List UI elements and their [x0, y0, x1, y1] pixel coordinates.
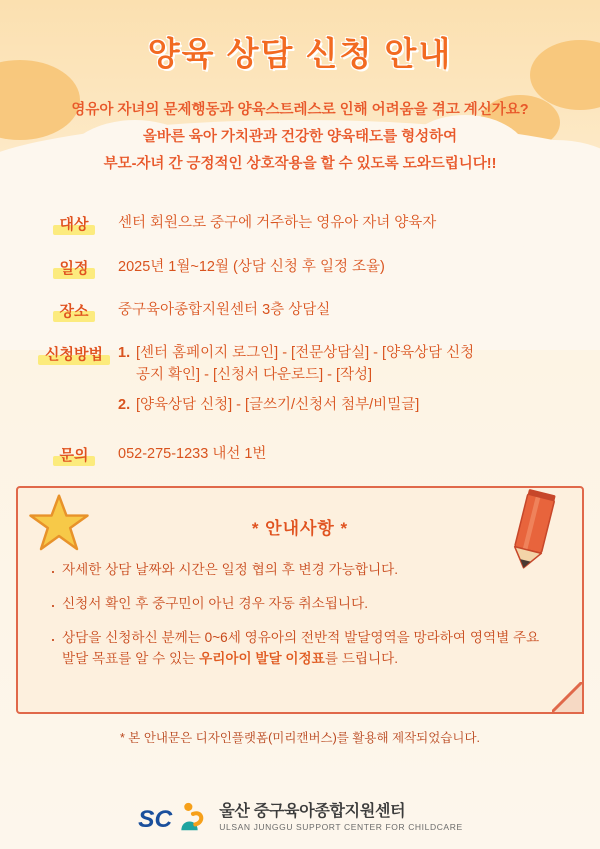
info-label: 문의 — [56, 443, 93, 466]
info-value: 중구육아종합지원센터 3층 상담실 — [118, 301, 331, 318]
notice-list — [44, 559, 556, 669]
footer-text — [219, 803, 462, 833]
apply-step-text — [136, 342, 570, 387]
notice-item-highlight: 우리아이 발달 이정표 — [199, 650, 325, 666]
info-value: 센터 회원으로 중구에 거주하는 영유아 자녀 양육자 — [118, 215, 437, 232]
footer-name-en: ULSAN JUNGGU SUPPORT CENTER FOR CHILDCARE — [219, 822, 463, 833]
label-wrap — [30, 298, 118, 322]
info-row-target — [30, 211, 570, 235]
label-wrap — [30, 255, 118, 279]
notice-item: · 자세한 상담 날짜와 시간은 일정 협의 후 변경 가능합니다. — [48, 559, 552, 580]
notice-section — [16, 486, 584, 714]
notice-title: * 안내사항 * — [251, 518, 349, 538]
apply-step-number: 2. — [118, 396, 131, 413]
apply-step-text: [양육상담 신청] - [글쓰기/신청서 첨부/비밀글] — [136, 396, 420, 413]
apply-step-line: [센터 홈페이지 로그인] - [전문상담실] - [양육상담 신청 — [136, 345, 475, 361]
info-label: 장소 — [56, 299, 93, 322]
apply-steps — [118, 341, 570, 423]
info-value: 2025년 1월~12월 (상담 신청 후 일정 조율) — [118, 258, 385, 275]
contact-value: 052-275-1233 내선 1번 — [118, 446, 267, 463]
intro-text — [0, 97, 600, 177]
info-row-contact — [30, 442, 570, 466]
intro-line: 영유아 자녀의 문제행동과 양육스트레스로 인해 어려움을 겪고 계신가요? — [71, 102, 529, 118]
svg-text:SC: SC — [138, 805, 173, 833]
apply-step-line: 공지 확인] - [신청서 다운로드] - [작성] — [136, 367, 373, 384]
info-row-apply — [30, 341, 570, 423]
star-icon — [28, 492, 90, 554]
info-row-place — [30, 298, 570, 322]
intro-line: 올바른 육아 가치관과 건강한 양육태도를 형성하여 — [142, 128, 458, 145]
info-row-schedule — [30, 255, 570, 279]
notice-item — [48, 627, 552, 669]
notice-item: · 신청서 확인 후 중구민이 아닌 경우 자동 취소됩니다. — [48, 593, 552, 614]
info-label: 대상 — [56, 212, 93, 235]
footer — [0, 797, 600, 839]
notice-item-text: 상담을 신청하신 분께는 0~6세 영유아의 전반적 발달영역을 망라하여 영역별 주요 발달 목표를 알 수 있는 — [62, 629, 540, 666]
label-wrap — [30, 442, 118, 466]
apply-step-list — [118, 342, 570, 416]
apply-step — [118, 342, 570, 387]
info-label: 신청방법 — [41, 342, 107, 365]
footnote: * 본 안내문은 디자인플랫폼(미리캔버스)를 활용해 제작되었습니다. — [119, 730, 481, 745]
notice-item-text: 를 드립니다. — [324, 650, 399, 666]
label-wrap — [30, 211, 118, 235]
notice-box — [16, 486, 584, 714]
apply-step — [118, 394, 570, 416]
center-logo-icon — [137, 797, 207, 839]
page-title: 양육 상담 신청 안내 — [147, 35, 453, 72]
footer-name-kr: 울산 중구육아종합지원센터 — [219, 802, 406, 820]
info-label: 일정 — [56, 256, 93, 279]
info-list — [30, 211, 570, 466]
apply-step-number: 1. — [118, 345, 131, 361]
intro-line: 부모-자녀 간 긍정적인 상호작용을 할 수 있도록 도와드립니다!! — [103, 155, 497, 172]
label-wrap — [30, 341, 118, 365]
